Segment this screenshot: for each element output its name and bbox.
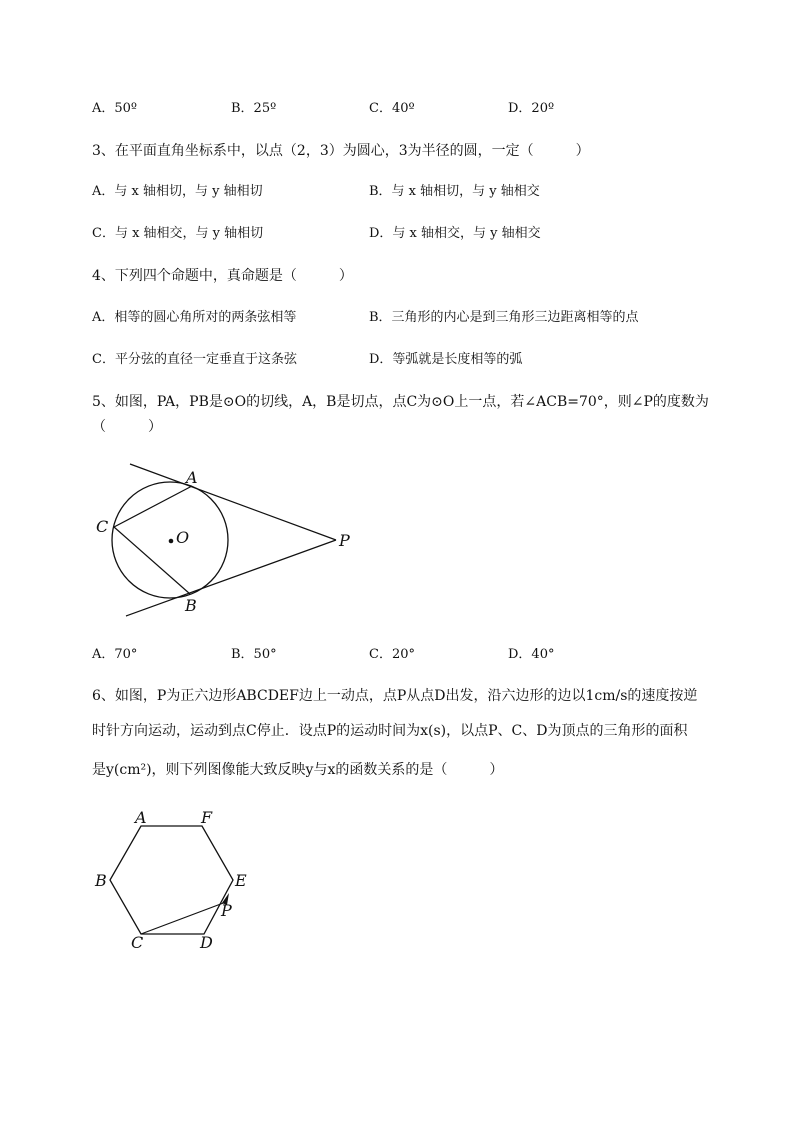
label-d: D [200,933,213,952]
q3-stem: 3、在平面直角坐标系中，以点（2，3）为圆心，3为半径的圆，一定（ ） [92,143,590,159]
label-f: F [201,808,213,827]
label-a: A [186,468,198,487]
chord-ca [114,486,192,527]
q6-stem-line3: 是y(cm²)，则下列图像能大致反映y与x的函数关系的是（ ） [92,762,504,778]
q6-stem-line2: 时针方向运动，运动到点C停止．设点P的运动时间为x(s)，以点P、C、D为顶点的三角形的面积 [92,723,688,739]
q4-option-a: A．相等的圆心角所对的两条弦相等 [92,310,297,325]
tangent-pb [126,540,336,616]
q5-option-d: D．40° [508,647,555,662]
label-o: O [176,528,190,547]
q2-option-c: C．40º [369,101,415,116]
q5-option-c: C．20° [369,647,415,662]
q2-option-b: B．25º [231,101,277,116]
label-e: E [235,871,247,890]
q3-option-a: A．与 x 轴相切，与 y 轴相切 [92,184,263,199]
q6-stem-line1: 6、如图，P为正六边形ABCDEF边上一动点，点P从点D出发，沿六边形的边以1cm/s的速度按逆 [92,688,698,704]
q4-stem: 4、下列四个命题中，真命题是（ ） [92,268,353,284]
q5-stem-line2: （ ） [92,419,162,435]
q3-option-d: D．与 x 轴相交，与 y 轴相交 [369,226,541,241]
q5-stem-line1: 5、如图，PA，PB是⊙O的切线，A，B是切点，点C为⊙O上一点，若∠ACB=70°，则∠P的度数为 [92,394,709,410]
q3-option-c: C．与 x 轴相交，与 y 轴相切 [92,226,264,241]
q5-figure [90,455,365,625]
label-c: C [96,517,109,536]
label-b: B [95,871,107,890]
label-c: C [131,933,144,952]
q2-option-a: A．50º [92,101,138,116]
q2-option-d: D．20º [508,101,555,116]
q4-option-d: D．等弧就是长度相等的弧 [369,352,523,367]
q5-option-b: B．50° [231,647,277,662]
q4-option-b: B．三角形的内心是到三角形三边距离相等的点 [369,310,639,325]
q6-figure [90,805,260,955]
hexagon-abcdef [110,826,233,934]
center-point [169,539,174,544]
label-a: A [135,808,147,827]
q3-option-b: B．与 x 轴相切，与 y 轴相交 [369,184,540,199]
label-b: B [185,596,197,615]
label-p: P [339,531,350,550]
label-p: P [221,901,232,920]
q4-option-c: C．平分弦的直径一定垂直于这条弦 [92,352,297,367]
q5-option-a: A．70° [92,647,138,662]
